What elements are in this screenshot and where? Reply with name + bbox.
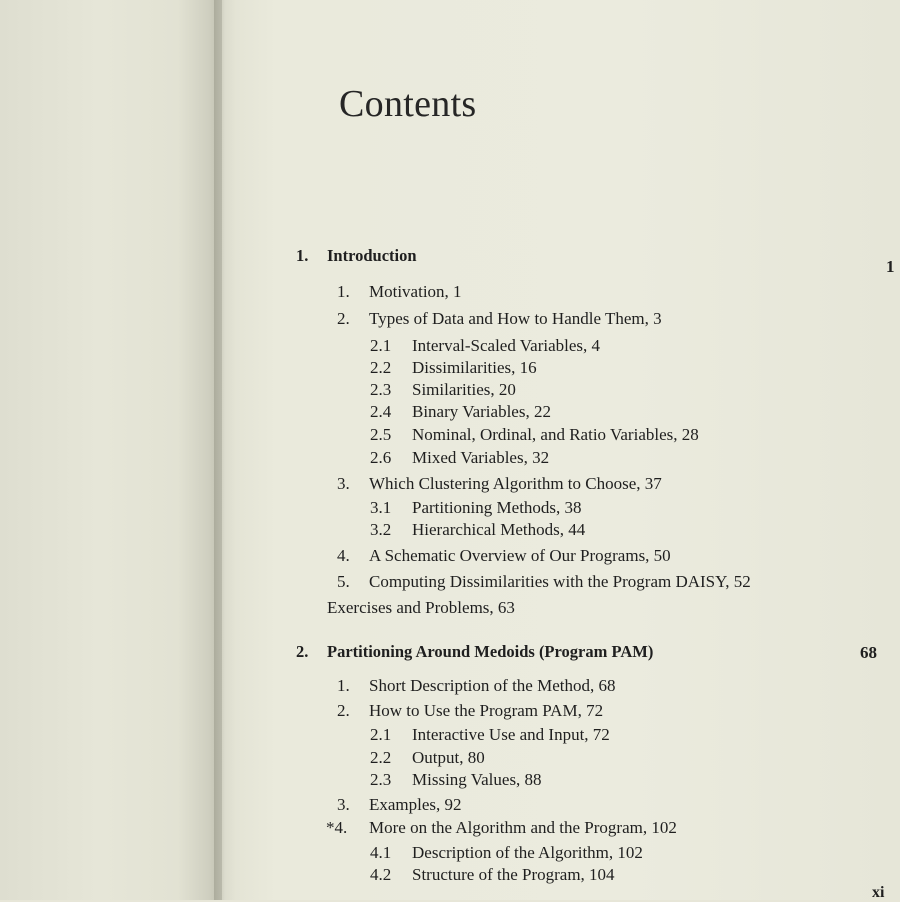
section-text: Interactive Use and Input, 72 bbox=[412, 725, 610, 744]
section-text: Computing Dissimilarities with the Program DAISY, 52 bbox=[369, 572, 751, 591]
section-text: Mixed Variables, 32 bbox=[412, 448, 550, 467]
section-text: Hierarchical Methods, 44 bbox=[412, 520, 586, 539]
toc-entry bbox=[370, 498, 582, 518]
section-text: Examples, 92 bbox=[369, 795, 462, 814]
section-number: 1. bbox=[337, 676, 350, 695]
section-text: Which Clustering Algorithm to Choose, 37 bbox=[369, 474, 662, 493]
toc-entry bbox=[337, 474, 662, 494]
chapter-2-page: 68 bbox=[860, 643, 877, 662]
toc-entry bbox=[370, 402, 551, 422]
toc-entry bbox=[370, 520, 585, 540]
toc-entry bbox=[337, 795, 462, 815]
section-number: 2.5 bbox=[370, 425, 392, 444]
left-page bbox=[0, 0, 222, 900]
section-number: *4. bbox=[326, 818, 348, 837]
section-text: Binary Variables, 22 bbox=[412, 402, 551, 421]
chapter-1-page: 1 bbox=[886, 257, 895, 276]
section-number: 3. bbox=[337, 474, 350, 493]
toc-entry bbox=[370, 725, 610, 745]
toc-entry bbox=[370, 748, 485, 768]
section-number: 3.1 bbox=[370, 498, 392, 517]
right-page bbox=[222, 0, 900, 900]
toc-entry bbox=[370, 448, 549, 468]
toc-entry bbox=[337, 572, 751, 592]
section-text: Nominal, Ordinal, and Ratio Variables, 28 bbox=[412, 425, 699, 444]
section-text: Description of the Algorithm, 102 bbox=[412, 843, 643, 862]
section-text: Missing Values, 88 bbox=[412, 770, 542, 789]
chapter-1-exercises: Exercises and Problems, 63 bbox=[327, 598, 515, 617]
section-text: Partitioning Methods, 38 bbox=[412, 498, 582, 517]
section-number: 4. bbox=[337, 546, 350, 565]
section-number: 2.3 bbox=[370, 770, 392, 789]
section-number: 3.2 bbox=[370, 520, 392, 539]
chapter-2-number: 2. bbox=[296, 642, 309, 661]
page-title: Contents bbox=[339, 83, 477, 125]
toc-entry bbox=[326, 818, 677, 838]
section-text: A Schematic Overview of Our Programs, 50 bbox=[369, 546, 671, 565]
section-number: 2.6 bbox=[370, 448, 392, 467]
section-number: 5. bbox=[337, 572, 350, 591]
section-number: 2. bbox=[337, 309, 350, 328]
section-text: Structure of the Program, 104 bbox=[412, 865, 615, 884]
section-number: 2. bbox=[337, 701, 350, 720]
section-text: Dissimilarities, 16 bbox=[412, 358, 537, 377]
section-text: Motivation, 1 bbox=[369, 282, 462, 301]
toc-entry bbox=[370, 865, 615, 885]
section-text: More on the Algorithm and the Program, 102 bbox=[369, 818, 677, 837]
section-number: 1. bbox=[337, 282, 350, 301]
toc-entry bbox=[370, 843, 643, 863]
toc-entry bbox=[370, 380, 516, 400]
toc-entry bbox=[370, 358, 537, 378]
section-number: 4.2 bbox=[370, 865, 392, 884]
section-text: Short Description of the Method, 68 bbox=[369, 676, 616, 695]
toc-entry bbox=[370, 770, 542, 790]
book-gutter bbox=[214, 0, 236, 900]
section-text: Interval-Scaled Variables, 4 bbox=[412, 336, 601, 355]
chapter-1-number: 1. bbox=[296, 246, 309, 265]
chapter-2-title: Partitioning Around Medoids (Program PAM) bbox=[327, 642, 654, 661]
section-number: 4.1 bbox=[370, 843, 392, 862]
section-number: 2.3 bbox=[370, 380, 392, 399]
toc-entry bbox=[337, 546, 671, 566]
section-number: 2.2 bbox=[370, 358, 392, 377]
toc-entry bbox=[337, 282, 462, 302]
section-number: 2.2 bbox=[370, 748, 392, 767]
section-number: 2.1 bbox=[370, 725, 392, 744]
toc-entry bbox=[337, 676, 615, 696]
section-text: Similarities, 20 bbox=[412, 380, 516, 399]
page-folio: xi bbox=[872, 884, 885, 901]
toc-entry bbox=[370, 425, 699, 445]
section-text: How to Use the Program PAM, 72 bbox=[369, 701, 604, 720]
section-number: 2.4 bbox=[370, 402, 392, 421]
chapter-1-title: Introduction bbox=[327, 246, 417, 265]
toc-entry bbox=[337, 701, 603, 721]
section-number: 2.1 bbox=[370, 336, 392, 355]
section-number: 3. bbox=[337, 795, 350, 814]
section-text: Types of Data and How to Handle Them, 3 bbox=[369, 309, 662, 328]
section-text: Output, 80 bbox=[412, 748, 485, 767]
toc-entry bbox=[337, 309, 662, 329]
toc-entry bbox=[370, 336, 600, 356]
